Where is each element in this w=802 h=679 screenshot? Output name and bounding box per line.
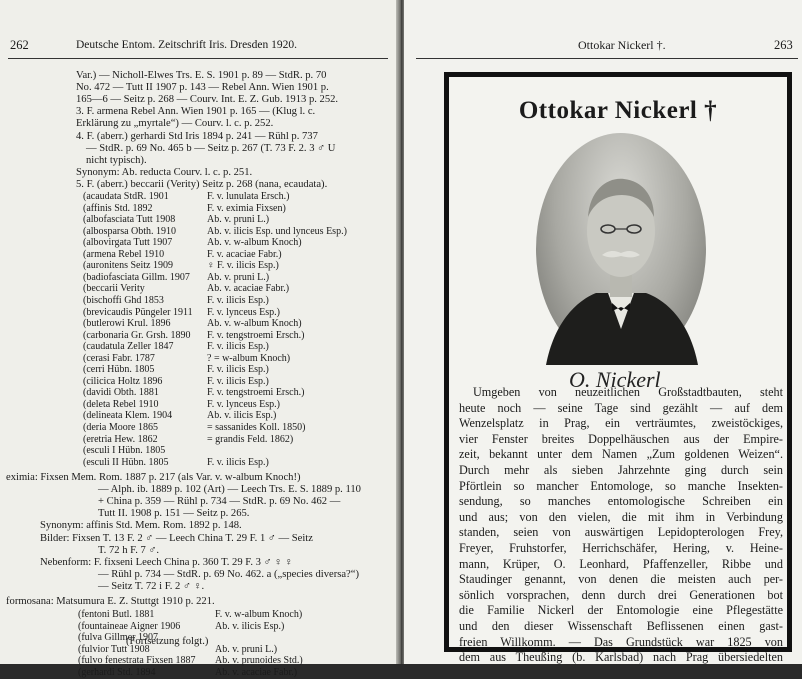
obituary-line: Umgeben von neuzeitlichen Großstadtbauten, steht <box>473 385 783 399</box>
synonym-reference: = sassanides Koll. 1850) <box>207 422 306 433</box>
synonym-reference: Ab. v. ilicis Esp.) <box>215 620 285 632</box>
obituary-line: Pförtlein so mancher Entomologe, so manche Insekten- <box>459 478 783 493</box>
text-line: 4. F. (aberr.) gerhardi Std Iris 1894 p. 241 — Rühl p. 737 <box>76 130 318 142</box>
synonym-reference: F. v. lunulata Ersch.) <box>207 191 290 202</box>
running-head-right: Ottokar Nickerl †. <box>578 38 666 52</box>
synonym-name: (acaudata StdR. 1901 <box>83 191 169 202</box>
eximia-line: Nebenform: F. fixseni Leech China p. 360 T. 29 F. 3 ♂ ♀ ♀ <box>40 556 293 568</box>
synonym-reference: Ab. v. pruni L.) <box>207 214 270 226</box>
synonym-reference: F. v. eximia Fixsen) <box>207 202 286 214</box>
synonym-name: (deleta Rebel 1910 <box>83 398 159 410</box>
obituary-title: Ottokar Nickerl † <box>518 97 718 124</box>
eximia-line: — Alph. ib. 1889 p. 102 (Art) — Leech Trs. E. S. 1889 p. 110 <box>98 484 361 496</box>
obituary-line: dem aus Theußing (b. Karlsbad) nach Prag übersiedelten <box>459 650 783 665</box>
signature: O. Nickerl <box>569 367 661 392</box>
synonym-reference: = grandis Feld. 1862) <box>207 433 294 445</box>
text-line: 5. F. (aberr.) beccarii (Verity) Seitz p. 268 (nana, ecaudata). <box>76 178 328 190</box>
synonym-name: (fulvior Tutt 1908 <box>78 643 150 655</box>
synonym-reference: F. v. acaciae Fabr.) <box>207 248 282 260</box>
synonym-reference: Ab. v. acaciae Fabr.) <box>215 666 298 678</box>
obituary-line: Durch mehr als sieben Jahrzehnte ging durch sein <box>459 462 783 477</box>
obituary-line: freien Willkomm. — Das Grundstück war 1825 von <box>459 634 783 649</box>
text-line: Synonym: Ab. reducta Courv. l. c. p. 251. <box>76 166 253 178</box>
obituary-line: heute noch — seine Tage sind gezählt — auf dem <box>459 400 783 415</box>
synonym-name: (fulva Gillmer 1907 <box>78 632 158 644</box>
eximia-line: Synonym: affinis Std. Mem. Rom. 1892 p. 148. <box>40 520 242 532</box>
obituary-frame <box>444 72 792 665</box>
synonym-reference: ♀ F. v. ilicis Esp.) <box>207 260 279 272</box>
text-line: — StdR. p. 69 No. 465 b — Seitz p. 267 (T. 73 F. 2. 3 ♂ U <box>86 142 336 154</box>
synonym-name: (auronitens Seitz 1909 <box>83 260 173 272</box>
synonym-reference: Ab. v. pruni L.) <box>215 643 278 655</box>
eximia-line: — Seitz T. 72 i F. 2 ♂ ♀. <box>98 580 205 592</box>
synonym-name: (brevicaudis Püngeler 1911 <box>83 306 193 318</box>
synonym-name: (esculi I Hübn. 1805 <box>83 445 166 457</box>
obituary-line: und aus; von den vielen, die mit ihm in Verbindung <box>459 509 783 524</box>
synonym-reference: F. v. ilicis Esp.) <box>207 375 269 387</box>
obituary-line: sönlich vorsprachen, denn durch drei Generationen bot <box>459 587 783 602</box>
synonym-name: (davidi Obth. 1881 <box>83 387 159 399</box>
eximia-line: Tutt II. 1908 p. 151 — Seitz p. 265. <box>98 508 250 520</box>
synonym-reference: Ab. v. ilicis Esp.) <box>207 410 277 422</box>
synonym-name: (cilicica Holtz 1896 <box>83 375 163 387</box>
synonym-name: (butlerowi Krul. 1896 <box>83 318 171 330</box>
synonym-name: (carbonaria Gr. Grsh. 1890 <box>83 329 191 341</box>
eximia-line: Bilder: Fixsen T. 13 F. 2 ♂ — Leech China T. 29 F. 1 ♂ — Seitz <box>40 532 313 544</box>
synonym-reference: Ab. v. pruni L.) <box>207 271 270 283</box>
obituary-line: und den dieser Wissenschaft Beflissenen einen gast- <box>459 618 783 633</box>
synonym-reference: F. v. ilicis Esp.) <box>207 341 269 353</box>
obituary-line: Freyer, Fruhstorfer, Herrichschäfer, Hering, v. Heine- <box>459 540 783 555</box>
synonym-name: (delineata Klem. 1904 <box>83 410 173 422</box>
synonym-reference: Ab. v. prunoides Std.) <box>215 655 303 667</box>
obituary-line: vier Fenster breites Doppelhäuschen aus der Empire- <box>459 431 783 446</box>
left-page <box>0 0 398 678</box>
synonym-reference: ? = w-album Knoch) <box>207 352 291 364</box>
obituary-line: mann, Krüper, O. Leonhard, Pfaffenzeller, Ribbe und <box>459 556 783 571</box>
synonym-name: (beccarii Verity <box>83 283 145 295</box>
synonym-name: (deria Moore 1865 <box>83 422 158 433</box>
synonym-name: (albofasciata Tutt 1908 <box>83 214 176 226</box>
synonym-name: (gerhardi Std. 1894 <box>78 666 156 678</box>
synonym-name: (affinis Std. 1892 <box>83 202 153 214</box>
portrait-photo <box>536 133 706 365</box>
synonym-reference: F. v. lynceus Esp.) <box>207 398 280 410</box>
synonym-name: (eretria Hew. 1862 <box>83 433 158 445</box>
synonym-reference: Ab. v. ilicis Esp. und lynceus Esp.) <box>207 225 347 237</box>
obituary-line: zeit, bekannt unter dem Namen „Zum goldenen Weizen“. <box>459 447 783 462</box>
eximia-line: — Rühl p. 734 — StdR. p. 69 No. 462. a („species diversa?“) <box>98 568 359 580</box>
header-rule-left <box>8 58 388 59</box>
synonym-reference: F. v. tengstroemi Ersch.) <box>207 387 305 399</box>
synonym-reference: Ab. v. acaciae Fabr.) <box>207 283 290 295</box>
synonym-name: (fentoni Butl. 1881 <box>78 609 155 620</box>
synonym-name: (esculi II Hübn. 1805 <box>83 456 169 468</box>
synonym-reference: F. v. lynceus Esp.) <box>207 306 280 318</box>
text-line: 165—6 — Seitz p. 268 — Courv. Int. E. Z. Gub. 1913 p. 252. <box>76 94 339 106</box>
obituary-line: Staudinger genannt, von denen die meisten auch per- <box>459 572 783 587</box>
continued-note: (Fortsetzung folgt.) <box>126 636 209 647</box>
synonym-name: (badiofasciata Gillm. 1907 <box>83 271 190 283</box>
synonym-name: (caudatula Zeller 1847 <box>83 341 174 353</box>
eximia-line: + China p. 359 — Rühl p. 734 — StdR. p. 69 No. 462 — <box>98 496 341 508</box>
obituary-line: die Familie Nickerl der Entomologie eine Pflegestätte <box>459 603 783 618</box>
obituary-line: standen, seien von auswärtigen Lepidopterologen Frey, <box>459 525 783 540</box>
synonym-name: (albosparsa Obth. 1910 <box>83 225 177 237</box>
running-head-left: Deutsche Entom. Zeitschrift Iris. Dresden 1920. <box>76 39 297 51</box>
obituary-line: sendung, so manches entomologische Schreiben ein <box>459 494 783 509</box>
page-number-right: 263 <box>774 38 793 52</box>
synonym-reference: F. v. ilicis Esp.) <box>207 456 269 468</box>
portrait-figure <box>536 133 706 365</box>
text-line: nicht typisch). <box>86 154 147 166</box>
synonym-name: (albovirgata Tutt 1907 <box>83 237 173 249</box>
synonym-reference: Ab. v. w-album Knoch) <box>207 237 302 249</box>
page-number-left: 262 <box>10 38 29 52</box>
text-line: Var.) — Nicholl-Elwes Trs. E. S. 1901 p. 89 — StdR. p. 70 <box>76 70 327 81</box>
synonym-name: (fountaineae Aigner 1906 <box>78 620 181 632</box>
synonym-name: (armena Rebel 1910 <box>83 248 165 260</box>
formosana-line: formosana: Matsumura E. Z. Stuttgt 1910 p. 221. <box>6 596 215 607</box>
synonym-name: (cerri Hübn. 1805 <box>83 364 155 376</box>
header-rule-right <box>416 58 798 59</box>
obituary-line: Wenzelsplatz in Prag, ein verträumtes, zweistöckiges, <box>459 416 783 431</box>
eximia-line: eximia: Fixsen Mem. Rom. 1887 p. 217 (als Var. v. w-album Knoch!) <box>6 472 301 483</box>
synonym-name: (fulvo fenestrata Fixsen 1887 <box>78 655 196 667</box>
synonym-reference: F. v. ilicis Esp.) <box>207 294 269 306</box>
synonym-reference: F. v. w-album Knoch) <box>215 609 303 620</box>
eximia-line: T. 72 h F. 7 ♂. <box>98 544 160 556</box>
text-line: 3. F. armena Rebel Ann. Wien 1901 p. 165 — (Klug l. c. <box>76 106 316 118</box>
text-line: No. 472 — Tutt II 1907 p. 143 — Rebel Ann. Wien 1901 p. <box>76 82 329 94</box>
synonym-name: (bischoffi Ghd 1853 <box>83 294 164 306</box>
synonym-name: (cerasi Fabr. 1787 <box>83 352 155 364</box>
text-line: Erklärung zu „myrtale“) — Courv. l. c. p. 252. <box>76 118 274 130</box>
synonym-reference: Ab. v. w-album Knoch) <box>207 318 302 330</box>
synonym-reference: F. v. tengstroemi Ersch.) <box>207 329 305 341</box>
obituary-body <box>459 385 783 666</box>
synonym-reference: F. v. ilicis Esp.) <box>207 364 269 376</box>
